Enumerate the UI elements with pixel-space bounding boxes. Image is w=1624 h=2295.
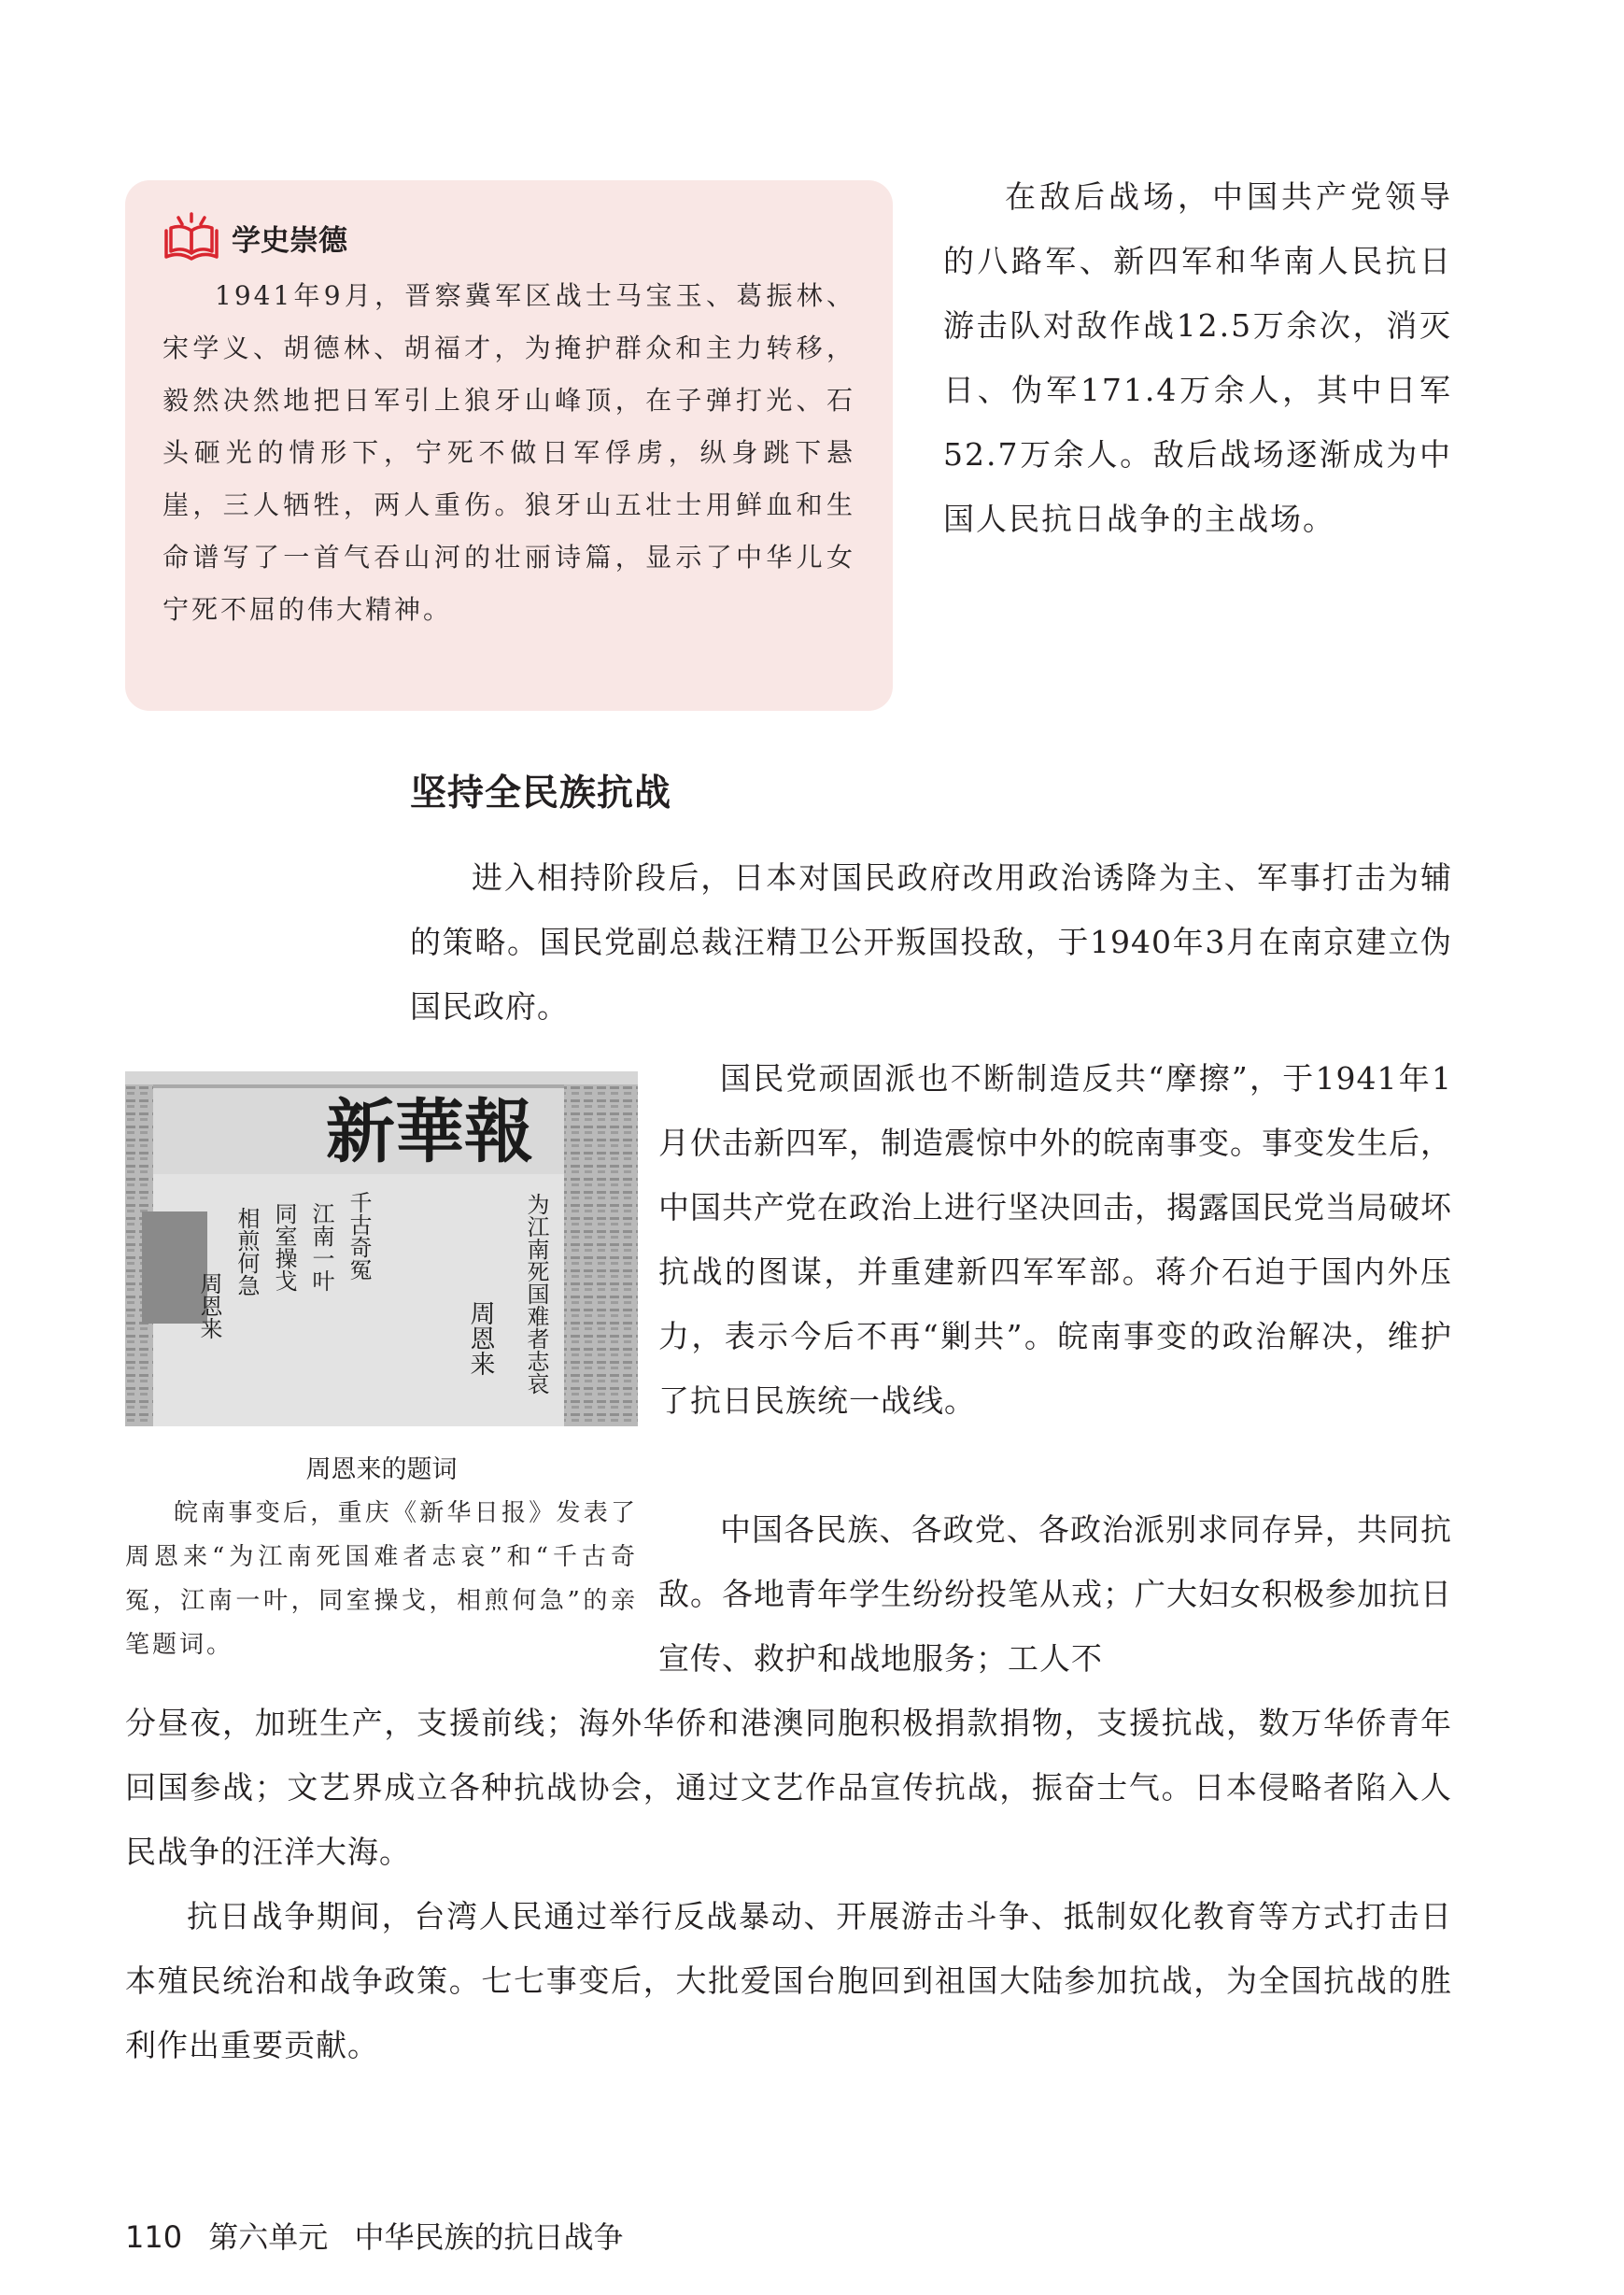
newspaper-photo [125, 1071, 638, 1426]
sidebar-body-text: 1941年9月，晋察冀军区战士马宝玉、葛振林、宋学义、胡德林、胡福才，为掩护群众和主力转移，毅然决然地把日军引上狼牙山峰顶，在子弹打光、石头砸光的情形下，宁死不做日军俘虏，纵身跳下悬崖，三人牺牲，两人重伤。狼牙山五壮士用鲜血和生命谱写了一首气吞山河的壮丽诗篇，显示了中华儿女宁死不屈的伟大精神。 [162, 280, 855, 625]
inscription-left-column-1: 千古奇冤 [346, 1191, 372, 1281]
inscription-left-signature: 周恩来 [196, 1272, 222, 1339]
newspaper-masthead: 新華報 [326, 1092, 533, 1172]
newspaper-image [125, 1071, 638, 1426]
inscription-right-column: 为江南死国难者志哀 [523, 1193, 549, 1395]
figure-caption-body: 皖南事变后，重庆《新华日报》发表了周恩来“为江南死国难者志哀”和“千古奇冤，江南一叶，同室操戈，相煎何急”的亲笔题词。 [125, 1499, 638, 1659]
page-number: 110 [125, 2219, 183, 2255]
paragraph-wannan-incident: 国民党顽固派也不断制造反共“摩擦”，于1941年1月伏击新四军，制造震惊中外的皖南事变。事变发生后，中国共产党在政治上进行坚决回击，揭露国民党当局破坏抗战的图谋，并重建新四军军部。蒋介石迫于国内外压力，表示今后不再“剿共”。皖南事变的政治解决，维护了抗日民族统一战线。 [658, 1060, 1452, 1419]
paragraph-united-resistance: 中国各民族、各政党、各政治派别求同存异，共同抗敌。各地青年学生纷纷投笔从戎；广大妇女积极参加抗日宣传、救护和战地服务；工人不 [658, 1511, 1452, 1677]
open-book-icon [162, 212, 220, 262]
paragraph-united-resistance-continued: 分昼夜，加班生产，支援前线；海外华侨和港澳同胞积极捐款捐物，支援抗战，数万华侨青年回国参战；文艺界成立各种抗战协会，通过文艺作品宣传抗战，振奋士气。日本侵略者陷入人民战争的汪洋大海。 [125, 1705, 1452, 1870]
figure-caption-title: 周恩来的题词 [305, 1455, 458, 1484]
rear-battlefield-paragraph: 在敌后战场，中国共产党领导的八路军、新四军和华南人民抗日游击队对敌作战12.5万余次，消灭日、伪军171.4万余人，其中日军52.7万余人。敌后战场逐渐成为中国人民抗日战争的主战场。 [943, 178, 1452, 537]
sidebar-title: 学史崇德 [232, 223, 347, 258]
section-heading: 坚持全民族抗战 [410, 772, 672, 815]
footer-unit: 第六单元 [208, 2219, 329, 2255]
sidebar-header [162, 212, 855, 262]
paragraph-stalemate: 进入相持阶段后，日本对国民政府改用政治诱降为主、军事打击为辅的策略。国民党副总裁汪精卫公开叛国投敌，于1940年3月在南京建立伪国民政府。 [410, 859, 1452, 1025]
inscription-left-column-3: 同室操戈 [271, 1202, 297, 1292]
paragraph-taiwan: 抗日战争期间，台湾人民通过举行反战暴动、开展游击斗争、抵制奴化教育等方式打击日本殖民统治和战争政策。七七事变后，大批爱国台胞回到祖国大陆参加抗战，为全国抗战的胜利作出重要贡献。 [125, 1898, 1452, 2063]
footer-unit-title: 中华民族的抗日战争 [354, 2219, 624, 2255]
inscription-left-column-2: 江南一叶 [308, 1202, 334, 1292]
sidebar-box [125, 180, 893, 711]
inscription-right-signature: 周恩来 [465, 1300, 495, 1376]
inscription-left-column-4: 相煎何急 [233, 1207, 260, 1296]
page-footer [125, 2214, 640, 2257]
